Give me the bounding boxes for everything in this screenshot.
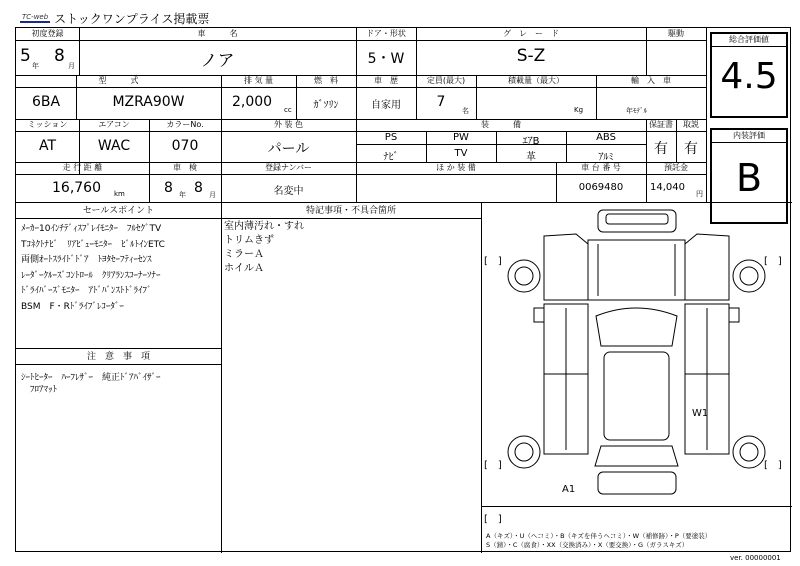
inspection-year-unit: 年 [179,191,186,199]
model-code: MZRA90W [112,94,185,110]
listing-sheet [15,27,791,552]
equip-abs: ABS [596,132,616,143]
wheel-rear-right [733,436,765,468]
damage-legend [486,532,711,550]
page-title: ストックワンプライス掲載票 [54,11,210,26]
wheel-rear-left [508,436,540,468]
plate-value: 名変中 [273,186,304,197]
front-right-fender [685,234,729,300]
rear-glass [595,446,678,466]
defects-list [224,220,304,276]
version-label: ver. 00000001 [730,554,781,562]
year-unit: 年 [32,62,39,70]
mileage-value: 16,760 [52,180,101,196]
wheel-front-left [508,260,540,292]
windshield [596,308,677,346]
type-label: 型 式 [98,76,139,85]
capacity-value: 7 [436,94,446,110]
equip-tv: TV [454,148,468,159]
inspection-year: 8 [164,180,173,196]
header [20,10,209,26]
manual-value: 有 [684,141,698,157]
equip-airbag: ｴｱB [522,136,540,147]
car-damage-diagram [482,204,791,504]
damage-mark-w1: W1 [692,408,709,419]
first-registration-label: 初度登録 [31,29,64,38]
list-item: ﾒｰｶｰ10ｲﾝﾁﾃﾞｨｽﾌﾟﾚｲﾓﾆﾀｰ ﾌﾙｾｸﾞTV [21,224,162,234]
total-score-label: 総合評価値 [712,35,786,47]
history-label: 車 歴 [374,76,398,85]
mission-value: AT [38,138,57,154]
cc-unit: cc [284,106,292,114]
equip-pw: PW [453,132,469,143]
plate-label: 登録ナンバー [264,163,313,172]
doors-label: ドア・形状 [366,29,406,38]
list-item: 両側ｵｰﾄｽﾗｲﾄﾞﾄﾞｱ ﾄﾖﾀｾｰﾌﾃｨｰｾﾝｽ [21,255,152,265]
list-item: トリムきず [224,235,274,246]
capacity-unit: 名 [462,107,469,115]
displacement-label: 排 気 量 [243,76,274,85]
right-mirror [729,308,739,322]
import-label: 輸 入 車 [631,76,671,85]
first-registration-year: 5 [20,46,31,66]
inspection-month-unit: 月 [209,191,216,199]
bracket-rear-right: [ ] [764,460,782,471]
load-unit: Kg [574,106,584,114]
exterior-color-label: 外 装 色 [273,120,304,129]
drive-label: 駆動 [668,29,684,38]
exterior-color-value: パール [267,141,310,157]
aircon-value: WAC [97,138,131,154]
other-equipment-label: ほ か 装 備 [436,163,476,172]
hood [588,240,685,300]
mission-label: ミッション [27,120,68,129]
left-mirror [534,308,544,322]
interior-score-label: 内装評価 [712,131,786,143]
list-item: ミラーＡ [224,249,264,260]
legend-line: S（錆）・C（腐食）・XX（交換済み）・X（要交換）・G（ガラスキズ） [486,541,689,549]
front-bumper [598,210,676,232]
equip-alloy: ｱﾙﾐ [598,152,614,163]
displacement-value: 2,000 [232,94,273,110]
equipment-label: 装 備 [481,120,521,129]
legend-line: A（キズ）・U（ヘコミ）・B（キズを伴うヘコミ）・W（補修跡）・P（要塗装） [486,532,712,540]
capacity-label: 定員(最大) [426,76,466,85]
warranty-label: 保証書 [649,120,673,129]
car-name: ノア [200,51,235,71]
sales-points-list [21,222,165,315]
manual-label: 取説 [683,120,699,129]
color-number-value: 070 [171,138,199,154]
yen-unit: 円 [696,190,703,198]
load-label: 積載量（最大） [508,76,564,85]
history-value: 自家用 [371,100,401,111]
chassis-label: 車 台 番 号 [581,163,621,172]
list-item: ホイルＡ [224,263,264,274]
type-code: 6BA [31,94,61,110]
list-item: ﾚｰﾀﾞｰｸﾙｰｽﾞｺﾝﾄﾛｰﾙ ｸﾘｱﾗﾝｽｺｰﾅｰｿﾅｰ [21,270,161,281]
list-item: BSM F・Rﾄﾞﾗｲﾌﾞﾚｺｰﾀﾞｰ [21,301,124,312]
first-registration-month: 8 [54,46,65,66]
grade-value: S-Z [516,46,546,66]
aircon-label: エアコン [98,120,130,129]
front-left-fender [544,234,588,300]
list-item: ﾄﾞﾗｲﾊﾞｰｽﾞﾓﾆﾀｰ ｱﾄﾞﾊﾞﾝｽﾄﾄﾞﾗｲﾌﾞ [21,286,152,296]
recycle-value: 14,040 [650,182,685,193]
doors-value: 5・W [367,51,405,67]
import-model-year: 年ﾓﾃﾞﾙ [626,107,647,115]
tc-web-logo: TC-web [22,13,49,21]
grade-label: グ レ ー ド [503,29,559,38]
recycle-label: 預託金 [664,163,688,172]
damage-mark-a1: A1 [562,484,576,495]
defects-label: 特記事項・不具合箇所 [305,206,396,216]
bracket-rear-left: [ ] [484,460,502,471]
list-item: ﾌﾛｱﾏｯﾄ [21,385,58,395]
bracket-front-right: [ ] [764,256,782,267]
equip-leather: 革 [526,152,536,163]
equip-navi: ﾅﾋﾞ [383,152,399,163]
wheel-front-right [733,260,765,292]
car-name-label: 車 名 [197,29,238,38]
rear-bumper [598,472,676,494]
list-item: ｼｰﾄﾋｰﾀｰ ﾊｰﾌﾚｻﾞｰ 純正ﾄﾞｱﾊﾞｲｻﾞｰ [21,373,161,383]
fuel-label: 燃 料 [314,76,338,85]
chassis-value: 0069480 [578,182,624,193]
interior-score: B [735,156,763,200]
equip-ps: PS [384,132,398,143]
bracket-front-left: [ ] [484,256,502,267]
notes-label: 注 意 事 項 [86,352,150,362]
list-item: Tｺﾈｸﾄﾅﾋﾞ ﾘｱﾋﾞｭｰﾓﾆﾀｰ ﾋﾞﾙﾄｲﾝETC [21,239,165,250]
warranty-value: 有 [654,141,668,157]
fuel-value: ｶﾞｿﾘﾝ [313,100,339,111]
month-unit: 月 [68,62,75,70]
inspection-month: 8 [194,180,203,196]
total-score: 4.5 [720,56,778,97]
sales-points-label: セールスポイント [82,206,155,216]
total-score-box [710,32,788,118]
color-number-label: カラーNo. [166,120,204,129]
list-item: 室内薄汚れ・すれ [224,221,304,232]
mileage-label: 走 行 距 離 [62,163,103,172]
km-unit: km [114,190,125,198]
roof [604,352,669,440]
inspection-label: 車 検 [173,163,197,172]
notes-list [21,372,161,396]
bracket-bottom: [ ] [484,514,502,525]
